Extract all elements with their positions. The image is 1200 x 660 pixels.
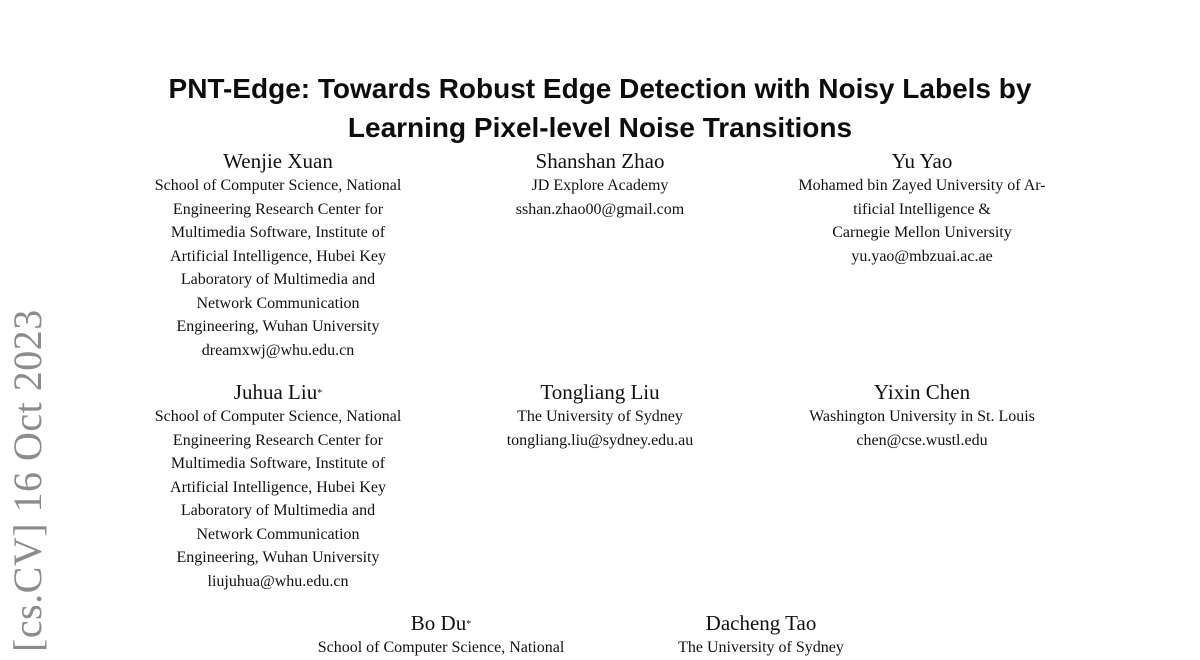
author-block-bo-du xyxy=(281,610,601,660)
paper-title xyxy=(60,69,1140,147)
affiliation-line: School of Computer Science, National xyxy=(154,408,402,425)
author-block-yixin-chen xyxy=(762,379,1082,452)
author-name: Yu Yao xyxy=(891,149,953,173)
author-name: Tongliang Liu xyxy=(540,380,660,404)
author-block-yu-yao xyxy=(762,148,1082,268)
author-block-dacheng-tao xyxy=(601,610,921,660)
author-block-juhua-liu xyxy=(118,379,438,593)
affiliation-line: The University of Sydney xyxy=(517,408,683,425)
author-name: Wenjie Xuan xyxy=(223,149,333,173)
affiliation-line: Mohamed bin Zayed University of Ar- xyxy=(798,177,1046,194)
affiliation-line: Engineering Research Center for xyxy=(172,200,384,218)
author-email-link[interactable]: yu.yao@mbzuai.ac.ae xyxy=(851,247,993,265)
affiliation-line: Multimedia Software, Institute of xyxy=(170,455,386,472)
affiliation-line: JD Explore Academy xyxy=(531,177,669,194)
affiliation-line: Artificial Intelligence, Hubei Key xyxy=(170,247,386,265)
author-email-link[interactable]: dreamxwj@whu.edu.cn xyxy=(201,341,355,359)
author-email-link[interactable]: liujuhua@whu.edu.cn xyxy=(207,572,349,590)
corresponding-author-mark: * xyxy=(466,619,472,630)
author-block-wenjie-xuan xyxy=(118,148,438,362)
author-name: Yixin Chen xyxy=(873,380,971,404)
affiliation-line: Network Communication xyxy=(196,525,360,543)
arxiv-stamp: [cs.CV] 16 Oct 2023 xyxy=(5,309,50,652)
affiliation-line: Laboratory of Multimedia and xyxy=(180,502,376,519)
author-email-link[interactable]: sshan.zhao00@gmail.com xyxy=(515,200,685,218)
affiliation-line: Artificial Intelligence, Hubei Key xyxy=(170,478,386,496)
author-email-link[interactable]: tongliang.liu@sydney.edu.au xyxy=(506,431,694,449)
affiliation-line: tificial Intelligence & xyxy=(853,200,991,218)
author-name: Shanshan Zhao xyxy=(535,149,665,173)
corresponding-author-mark: * xyxy=(317,388,323,399)
title-line-2: Learning Pixel-level Noise Transitions xyxy=(347,111,853,143)
affiliation-line: Engineering, Wuhan University xyxy=(176,318,380,335)
author-name: Juhua Liu* xyxy=(233,380,323,404)
author-email-link[interactable]: chen@cse.wustl.edu xyxy=(856,431,988,449)
affiliation-line: Washington University in St. Louis xyxy=(809,408,1035,425)
affiliation-line: Engineering Research Center for xyxy=(172,431,384,449)
affiliation-line: Engineering, Wuhan University xyxy=(176,549,380,566)
affiliation-line: Network Communication xyxy=(196,294,360,312)
affiliation-line: School of Computer Science, National xyxy=(317,639,565,656)
affiliation-line: The University of Sydney xyxy=(678,639,844,656)
affiliation-line: Laboratory of Multimedia and xyxy=(180,271,376,288)
affiliation-line: Carnegie Mellon University xyxy=(832,224,1012,241)
author-block-shanshan-zhao xyxy=(440,148,760,221)
author-name: Dacheng Tao xyxy=(705,611,817,635)
affiliation-line: School of Computer Science, National xyxy=(154,177,402,194)
title-line-1: PNT-Edge: Towards Robust Edge Detection with Noisy Labels by xyxy=(168,72,1032,104)
author-name: Bo Du* xyxy=(410,611,472,635)
affiliation-line: Multimedia Software, Institute of xyxy=(170,224,386,241)
author-block-tongliang-liu xyxy=(440,379,760,452)
